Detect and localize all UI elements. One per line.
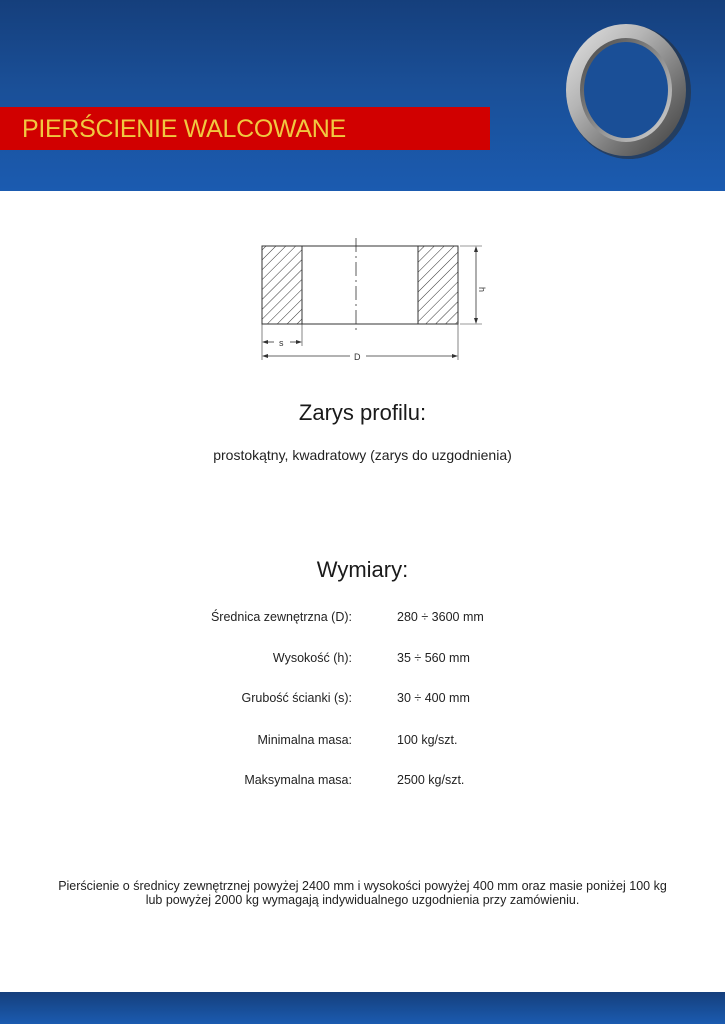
dim-label-h: h [477, 287, 487, 293]
spec-value: 280 ÷ 3600 mm [397, 610, 484, 624]
order-note-line-2: lub powyżej 2000 kg wymagają indywidualnego uzgodnienia przy zamówieniu. [145, 893, 580, 907]
right-wall-section [418, 246, 458, 324]
spec-row-diameter [0, 610, 725, 630]
profile-description: prostokątny, kwadratowy (zarys do uzgodnienia) [213, 447, 512, 463]
spec-value: 35 ÷ 560 mm [397, 651, 470, 665]
profile-heading: Zarys profilu: [298, 400, 427, 425]
left-wall-section [262, 246, 302, 324]
ring-image [562, 22, 692, 162]
order-note-line-1: Pierścienie o średnicy zewnętrznej powyżej 2400 mm i wysokości powyżej 400 mm oraz masie poniżej 100 kg [58, 879, 667, 893]
title-bar [0, 107, 490, 150]
spec-row-min-mass [0, 733, 725, 753]
dimensions-heading: Wymiary: [316, 557, 409, 582]
spec-row-height [0, 651, 725, 671]
spec-value: 30 ÷ 400 mm [397, 691, 470, 705]
spec-label: Grubość ścianki (s): [241, 691, 352, 705]
spec-row-wall-thickness [0, 691, 725, 711]
spec-value: 2500 kg/szt. [397, 773, 465, 787]
header-banner [0, 0, 725, 191]
spec-row-max-mass [0, 773, 725, 793]
spec-label: Wysokość (h): [272, 651, 352, 665]
page-title: PIERŚCIENIE WALCOWANE [22, 115, 346, 143]
ring-profile-diagram [250, 232, 490, 372]
spec-label: Minimalna masa: [257, 733, 352, 747]
spec-label: Średnica zewnętrzna (D): [210, 610, 352, 624]
order-note [30, 879, 695, 907]
spec-value: 100 kg/szt. [397, 733, 458, 747]
dim-label-D: D [354, 352, 361, 362]
spec-label: Maksymalna masa: [244, 773, 352, 787]
dim-label-s: s [279, 338, 284, 348]
footer-bar [0, 992, 725, 1024]
